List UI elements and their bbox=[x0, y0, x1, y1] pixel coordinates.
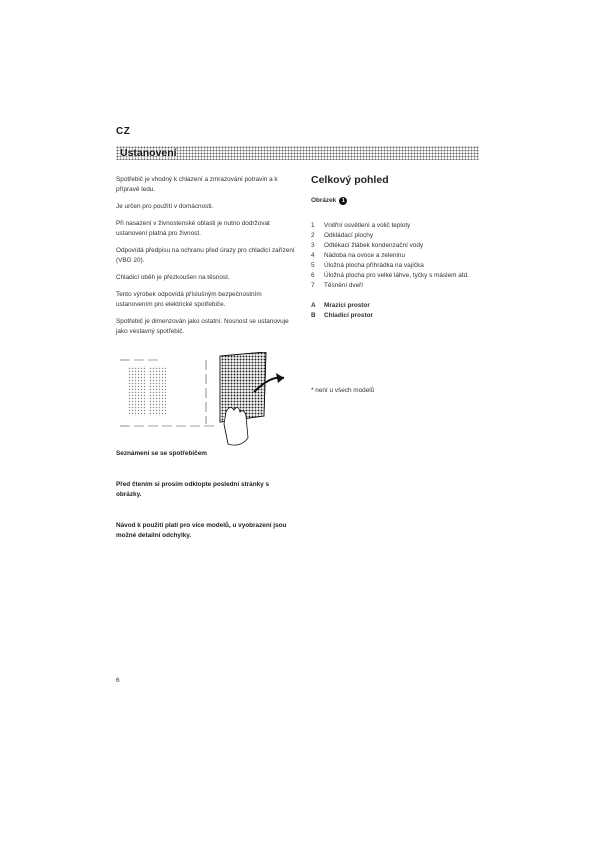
list-item: 4 Nádoba na ovoce a zeleninu bbox=[311, 252, 406, 259]
figure-label: Obrázek bbox=[311, 197, 337, 204]
list-item: 6 Úložná plocha pro velké láhve, tyčky s máslem atd. bbox=[311, 272, 469, 279]
caption: Seznámení se se spotřebičem bbox=[116, 450, 207, 457]
fold-out-page-illustration bbox=[116, 352, 286, 452]
paragraph: Spotřebič je dimenzován jako ostatní. Nosnost se ustanovuje jako vestavný spotřebič. bbox=[116, 318, 289, 335]
paragraph: Při nasazení v živnostenské oblasti je nutno dodržovat ustanovení platná pro živnost. bbox=[116, 220, 270, 237]
figure-reference bbox=[311, 196, 486, 206]
list-item: A Mrazicí prostor bbox=[311, 302, 370, 309]
paragraph: Chladicí oběh je přezkoušen na těsnost. bbox=[116, 274, 230, 281]
page-number: 6 bbox=[116, 677, 120, 684]
list-item: 7 Těsnění dveří bbox=[311, 282, 364, 289]
language-code: CZ bbox=[116, 126, 131, 137]
right-column bbox=[311, 175, 486, 321]
zones-list bbox=[311, 301, 486, 321]
parts-list bbox=[311, 221, 486, 291]
list-item: 1 Vnitřní osvětlení a volič teploty bbox=[311, 222, 411, 229]
overview-title: Celkový pohled bbox=[311, 174, 389, 186]
section-header-bar bbox=[116, 146, 479, 160]
section-title: Ustanovení bbox=[120, 147, 177, 159]
instruction-text: Před čtením si prosím odklopte poslední stránky s obrázky. bbox=[116, 481, 270, 498]
footnote: * není u všech modelů bbox=[311, 387, 375, 394]
left-column bbox=[116, 175, 296, 344]
list-item: 5 Úložná plocha příhrádka na vajíčka bbox=[311, 262, 424, 269]
paragraph: Spotřebič je vhodný k chlazení a zmrazování potravin a k přípravě ledu. bbox=[116, 176, 278, 193]
paragraph: Je určen pro použití v domácnosti. bbox=[116, 203, 214, 210]
list-item: 2 Odkládací plochy bbox=[311, 232, 374, 239]
figure-number-badge: 1 bbox=[339, 197, 347, 205]
instruction-text: Návod k použití platí pro více modelů, u vyobrazení jsou možné detailní odchylky. bbox=[116, 522, 287, 539]
list-item: 3 Odtékací žlábek kondenzační vody bbox=[311, 242, 424, 249]
paragraph: Odpovídá předpisu na ochranu před úrazy pro chladicí zařízení (VBG 20). bbox=[116, 247, 295, 264]
paragraph: Tento výrobek odpovídá příslušným bezpečnostním ustanovením pro elektrické spotřebiče. bbox=[116, 291, 262, 308]
list-item: B Chladicí prostor bbox=[311, 312, 374, 319]
